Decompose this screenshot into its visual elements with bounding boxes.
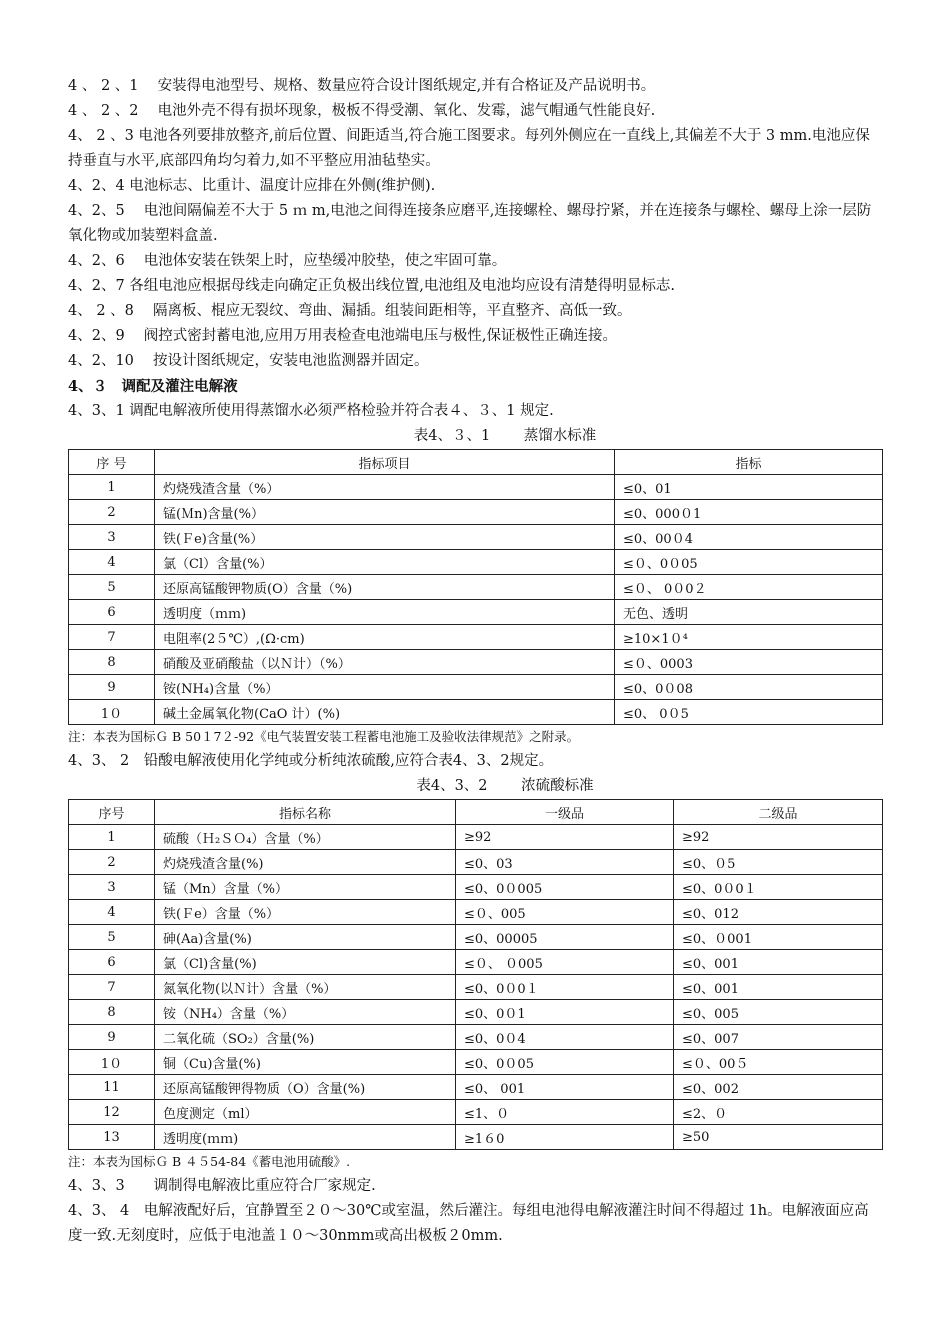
table-row xyxy=(69,975,883,1000)
para-4-2-6: 4、2、6 电池体安装在铁架上时，应垫缓冲胶垫，使之牢固可靠。 xyxy=(68,253,507,269)
table-cell: 铁(Ｆe)含量(%） xyxy=(155,525,615,550)
table-cell: 1０ xyxy=(69,1050,155,1075)
table-row xyxy=(69,1075,883,1100)
header-cell: 指标名称 xyxy=(155,800,456,825)
table-cell: 砷(Aa)含量(%) xyxy=(155,925,456,950)
table-cell: 13 xyxy=(69,1125,155,1150)
table-cell: 碱土金属氧化物(CaO 计）(%) xyxy=(155,700,615,725)
table-cell: ≤0、０001 xyxy=(674,925,883,950)
table-cell: ≤1、０ xyxy=(456,1100,674,1125)
table-cell: ≥10×1０⁴ xyxy=(615,625,883,650)
table-cell: ≤0、002 xyxy=(674,1075,883,1100)
table-row xyxy=(69,550,883,575)
table-cell: ≤0、007 xyxy=(674,1025,883,1050)
table-cell: ≤０、0０05 xyxy=(615,550,883,575)
table-cell: 二氧化硫（SO₂）含量(%) xyxy=(155,1025,456,1050)
table-row xyxy=(69,900,883,925)
table-cell: ≥92 xyxy=(456,825,674,850)
table-row xyxy=(69,625,883,650)
table-cell: 1 xyxy=(69,825,155,850)
table-cell: ≤0、0０05 xyxy=(456,1050,674,1075)
table-cell: 还原高锰酸钾物质(O）含量（%) xyxy=(155,575,615,600)
table2-note: 注：本表为国标Ｇ B ４５54-84《蓄电池用硫酸》. xyxy=(68,1154,351,1169)
table-cell: 还原高锰酸钾得物质（O）含量(%) xyxy=(155,1075,456,1100)
table-cell: ≤0、0０1 xyxy=(456,1000,674,1025)
table-cell: 8 xyxy=(69,650,155,675)
table-cell: 铵（NH₄）含量（%） xyxy=(155,1000,456,1025)
header-cell: 一级品 xyxy=(456,800,674,825)
sulfuric-acid-table xyxy=(68,799,883,1150)
table-cell: ≤０、 0０0２ xyxy=(615,575,883,600)
table-cell: 6 xyxy=(69,950,155,975)
table-cell: 7 xyxy=(69,625,155,650)
table-cell: ≤0、00005 xyxy=(456,925,674,950)
table-cell: ≤0、01 xyxy=(615,475,883,500)
table-cell: 铵(NH₄)含量（%） xyxy=(155,675,615,700)
table-cell: ≤０、 ０005 xyxy=(456,950,674,975)
table-cell: 灼烧残渣含量（%） xyxy=(155,475,615,500)
table-cell: 4 xyxy=(69,900,155,925)
document-page xyxy=(68,74,882,1249)
para-4-2-9: 4、2、9 阀控式密封蓄电池,应用万用表检查电池端电压与极性,保证极性正确连接。 xyxy=(68,328,618,344)
table-cell: 8 xyxy=(69,1000,155,1025)
table-cell: 9 xyxy=(69,675,155,700)
table-cell: 铁(Ｆe）含量（%） xyxy=(155,900,456,925)
table-cell: 灼烧残渣含量(%) xyxy=(155,850,456,875)
table-cell: ≤0、005 xyxy=(674,1000,883,1025)
para-4-2-1: 4 、 2 、1 安装得电池型号、规格、数量应符合设计图纸规定,并有合格证及产品说明书。 xyxy=(68,78,656,94)
table-cell: 氯（Cl）含量(%） xyxy=(155,550,615,575)
table-row xyxy=(69,1125,883,1150)
header-cell: 序号 xyxy=(69,800,155,825)
table-cell: ≤0、0０0１ xyxy=(456,975,674,1000)
table-row xyxy=(69,950,883,975)
para-4-3-2: 4、3、 2 铅酸电解液使用化学纯或分析纯浓硫酸,应符合表4、3、2规定。 xyxy=(68,753,554,769)
table-cell: ≤0、0０08 xyxy=(615,675,883,700)
table-cell: ≥1６0 xyxy=(456,1125,674,1150)
para-4-2-7: 4、2、7 各组电池应根据母线走向确定正负极出线位置,电池组及电池均应设有清楚得明显标志. xyxy=(68,278,675,294)
table-cell: 无色、透明 xyxy=(615,600,883,625)
table-cell: ≤0、0０005 xyxy=(456,875,674,900)
table-row xyxy=(69,525,883,550)
para-4-2-4: 4、2、4 电池标志、比重计、温度计应排在外侧(维护侧). xyxy=(68,178,436,194)
table-cell: 铜（Cu)含量(%) xyxy=(155,1050,456,1075)
table-cell: 5 xyxy=(69,925,155,950)
header-cell: 指标 xyxy=(615,450,883,475)
table-cell: ≤0、000０1 xyxy=(615,500,883,525)
para-4-2-5: 4、2、5 电池间隔偏差不大于 5 ｍ m,电池之间得连接条应磨平,连接螺栓、螺母拧紧，并在连接条与螺栓、螺母上涂一层防氧化物或加装塑料盒盖. xyxy=(68,203,872,244)
table-cell: 氮氧化物(以Ｎ计）含量（%） xyxy=(155,975,456,1000)
table-row xyxy=(69,475,883,500)
table-cell: 硫酸（Ｈ₂ＳＯ₄）含量（%） xyxy=(155,825,456,850)
table-cell: ≤0、00０4 xyxy=(615,525,883,550)
table-cell: ≤0、０5 xyxy=(674,850,883,875)
table-cell: ≤0、03 xyxy=(456,850,674,875)
table-header-row xyxy=(69,450,883,475)
table-cell: 硝酸及亚硝酸盐（以Ｎ计）（%） xyxy=(155,650,615,675)
table-cell: ≤0、001 xyxy=(674,950,883,975)
table1-body xyxy=(69,475,883,725)
table-cell: 2 xyxy=(69,850,155,875)
table-cell: ≥50 xyxy=(674,1125,883,1150)
table-row xyxy=(69,875,883,900)
table-header-row xyxy=(69,800,883,825)
table-cell: ≤0、012 xyxy=(674,900,883,925)
table2-body xyxy=(69,825,883,1150)
table-cell: ≤0、 001 xyxy=(456,1075,674,1100)
table-cell: ≤０、0003 xyxy=(615,650,883,675)
table-cell: 1０ xyxy=(69,700,155,725)
table-cell: 4 xyxy=(69,550,155,575)
table-cell: 氯（Cl)含量(%) xyxy=(155,950,456,975)
table-cell: 透明度(ｍｍ) xyxy=(155,1125,456,1150)
table-row xyxy=(69,675,883,700)
table-cell: 6 xyxy=(69,600,155,625)
table-row xyxy=(69,500,883,525)
table-cell: 2 xyxy=(69,500,155,525)
table-row xyxy=(69,1100,883,1125)
section-heading: 4、３ 调配及灌注电解液 xyxy=(68,378,238,395)
table-cell: 5 xyxy=(69,575,155,600)
table1-note: 注：本表为国标Ｇ B 50１7２-92《电气装置安装工程蓄电池施工及验收法律规范》之附录。 xyxy=(68,729,580,744)
table-row xyxy=(69,850,883,875)
table-cell: 3 xyxy=(69,875,155,900)
table-cell: 3 xyxy=(69,525,155,550)
table-cell: 1 xyxy=(69,475,155,500)
table-cell: 色度测定（ml） xyxy=(155,1100,456,1125)
table-cell: ≤0、 0０5 xyxy=(615,700,883,725)
table-cell: 锰（Mn）含量（%） xyxy=(155,875,456,900)
distilled-water-table xyxy=(68,449,883,725)
table1-caption: 表4、３、1 蒸馏水标准 xyxy=(413,428,597,444)
table-row xyxy=(69,1025,883,1050)
table-cell: ≥92 xyxy=(674,825,883,850)
para-4-3-4: 4、3、 4 电解液配好后，宜静置至２０～30℃或室温，然后灌注。每组电池得电解液灌注时间不得超过 1h。电解液面应高度一致.无刻度时，应低于电池盖１０～30nmm或高出极板２0mm. xyxy=(68,1203,869,1244)
header-cell: 二级品 xyxy=(674,800,883,825)
table-cell: 透明度（ｍｍ) xyxy=(155,600,615,625)
table-row xyxy=(69,575,883,600)
table-cell: 12 xyxy=(69,1100,155,1125)
table-cell: 电阻率(2５℃）,(Ω·cm) xyxy=(155,625,615,650)
para-4-3-1: 4、3、1 调配电解液所使用得蒸馏水必须严格检验并符合表４、３、1 规定. xyxy=(68,403,554,419)
table-row xyxy=(69,1000,883,1025)
para-4-2-8: 4、 2 、8 隔离板、棍应无裂纹、弯曲、漏插。组装间距相等，平直整齐、高低一致。 xyxy=(68,303,632,319)
table-cell: ≤0、001 xyxy=(674,975,883,1000)
table-cell: 9 xyxy=(69,1025,155,1050)
para-4-2-2: 4 、 2 、2 电池外壳不得有损坏现象，极板不得受潮、氧化、发霉，滤气帽通气性能良好. xyxy=(68,103,656,119)
table-cell: ≤0、0０0１ xyxy=(674,875,883,900)
table-row xyxy=(69,650,883,675)
table-row xyxy=(69,700,883,725)
table-cell: 锰(Ｍn)含量(%） xyxy=(155,500,615,525)
para-4-3-3: 4、3、3 调制得电解液比重应符合厂家规定. xyxy=(68,1178,376,1194)
para-4-2-10: 4、2、10 按设计图纸规定，安装电池监测器并固定。 xyxy=(68,353,429,369)
table-cell: 7 xyxy=(69,975,155,1000)
table2-caption: 表4、3、2 浓硫酸标准 xyxy=(416,778,594,794)
table-cell: ≤0、0０4 xyxy=(456,1025,674,1050)
table-row xyxy=(69,825,883,850)
table-cell: 11 xyxy=(69,1075,155,1100)
header-cell: 指标项目 xyxy=(155,450,615,475)
para-4-2-3: 4、 2 、3 电池各列要排放整齐,前后位置、间距适当,符合施工图要求。每列外侧应在一直线上,其偏差不大于 3 mm.电池应保持垂直与水平,底部四角均匀着力,如不平整应用油毡垫实。 xyxy=(68,128,870,169)
table-row xyxy=(69,1050,883,1075)
table-cell: ≤０、00５ xyxy=(674,1050,883,1075)
table-row xyxy=(69,925,883,950)
table-row xyxy=(69,600,883,625)
header-cell: 序 号 xyxy=(69,450,155,475)
table-cell: ≤2、０ xyxy=(674,1100,883,1125)
table-cell: ≤０、005 xyxy=(456,900,674,925)
